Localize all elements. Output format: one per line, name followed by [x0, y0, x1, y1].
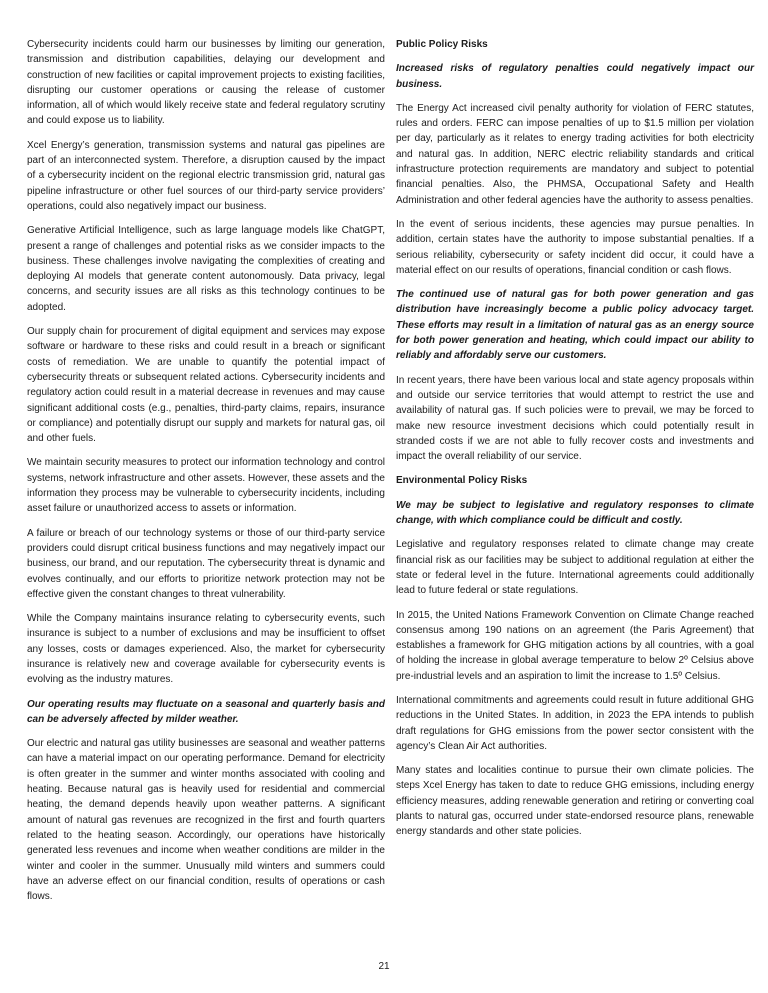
paragraph-state-climate-policies: Many states and localities continue to pursue their own climate policies. The steps Xcel Energy has taken to date to reduce GHG emissions, including energy efficiency measures, adding renewable generation and retiring or converting coal plants to natural gas, occurred under state-endorsed resource plans, renewable energy standards and other state policies. [396, 765, 754, 838]
paragraph-serious-incidents: In the event of serious incidents, these agencies may pursue penalties. In addition, certain states have the authority to impose substantial penalties. If a serious reliability, cybersecurity or safety incident did occur, it could have a material effect on our results of operations, financial condition or cash flows. [396, 218, 754, 276]
paragraph-weather-patterns: Our electric and natural gas utility businesses are seasonal and weather patterns can have a material impact on our operating performance. Demand for electricity is often greater in the summer and winter months associated with cooling and heating. Because natural gas is heavily used for residential and commercial heating, the demand depends heavily upon weather patterns. A significant amount of natural gas revenues are recognized in the first and fourth quarters related to the heating season. Accordingly, our operations have historically generated less revenues and income when weather conditions are milder in the winter and cooler in the summer. Unusually mild winters and summers could have an adverse effect on our financial condition, results of operations or cash flows. [27, 738, 385, 903]
risk-statement-natural-gas-policy: The continued use of natural gas for both power generation and gas distribution have increasingly become a public policy advocacy target. These efforts may result in a limitation of natural gas as an energy source for both power generation and heating, which could impact our ability to reliably and affordably serve our customers. [396, 289, 754, 362]
paragraph-interconnected-system: Xcel Energy’s generation, transmission systems and natural gas pipelines are part of an interconnected system. Therefore, a disruption caused by the impact of a cybersecurity incident on the regional electric transmission grid, natural gas pipeline infrastructure or other fuel sources of our third-party service providers’ operations, could also negatively impact our business. [27, 139, 385, 212]
paragraph-paris-agreement: In 2015, the United Nations Framework Convention on Climate Change reached consensus among 190 nations on an agreement (the Paris Agreement) that establishes a framework for GHG mitigation actions by all countries, with a goal of holding the increase in global average temperature to below 2º Celsius above pre-industrial levels and an aspiration to limit the increase to 1.5º Celsius. [396, 609, 754, 682]
paragraph-cyber-insurance: While the Company maintains insurance relating to cybersecurity events, such insurance is subject to a number of exclusions and may be insufficient to offset any losses, costs or damages experienced. Also, the market for cybersecurity insurance is relatively new and coverage available for cybersecurity events is evolving as the industry matures. [27, 613, 385, 686]
paragraph-generative-ai: Generative Artificial Intelligence, such as large language models like ChatGPT, present a range of challenges and potential risks as we consider impacts to the business. These challenges involve navigating the complexities of creating and deploying AI models that generate content autonomously. Data privacy, legal concerns, and security issues are all risks as this technology continues to be adopted. [27, 225, 385, 313]
paragraph-agency-proposals: In recent years, there have been various local and state agency proposals within and outside our service territories that would attempt to restrict the use and availability of natural gas. If such policies were to prevail, we may be forced to make new resource investment decisions which could potentially result in stranded costs if we are not able to fully recover costs and investments and impact the overall reliability of our service. [396, 374, 754, 463]
paragraph-supply-chain: Our supply chain for procurement of digital equipment and services may expose software or hardware to these risks and could result in a breach or significant costs of remediation. We are unable to quantify the potential impact of cybersecurity threats or subsequent related actions. Cybersecurity incidents and regulatory action could result in a material decrease in revenues and may cause significant additional costs (e.g., penalties, third-party claims, repairs, insurance or compliance) and potentially disrupt our supply and markets for natural gas, oil and other fuels. [27, 326, 385, 445]
right-column [396, 37, 754, 913]
risk-statement-regulatory-penalties: Increased risks of regulatory penalties could negatively impact our business. [396, 63, 754, 90]
paragraph-failure-or-breach: A failure or breach of our technology systems or those of our third-party service providers could disrupt critical business functions and may negatively impact our business, our brand, and our reputation. The cybersecurity threat is dynamic and evolves continually, and our efforts to prioritize network protection may not be effective given the constant changes to threat vulnerability. [27, 527, 385, 600]
paragraph-cybersecurity-harm: Cybersecurity incidents could harm our businesses by limiting our generation, transmission and distribution capabilities, delaying our development and construction of new facilities or capital improvement projects to existing facilities, disrupting our customer operations or causing the release of customer information, all of which would likely receive state and federal regulatory scrutiny and could expose us to liability. [27, 39, 385, 127]
paragraph-security-measures: We maintain security measures to protect our information technology and control systems, network infrastructure and other assets. However, these assets and the information they process may be vulnerable to cybersecurity incidents, including asset failure or unauthorized access to assets or information. [27, 457, 385, 515]
left-column [27, 37, 385, 913]
risk-statement-climate-responses: We may be subject to legislative and regulatory responses to climate change, with which compliance could be difficult and costly. [396, 499, 754, 527]
risk-statement-seasonal-results: Our operating results may fluctuate on a seasonal and quarterly basis and can be adversely affected by milder weather. [27, 698, 385, 725]
paragraph-legislative-responses: Legislative and regulatory responses related to climate change may create financial risk as our facilities may be subject to additional regulation at either the state or federal level in the future. International agreements could additionally lead to future federal or state regulations. [396, 539, 754, 597]
paragraph-ghg-reductions: International commitments and agreements could result in future additional GHG reductions in the United States. In addition, in 2023 the EPA intends to publish draft regulations for GHG emissions from the power sector consistent with the agency’s Clean Air Act authorities. [396, 694, 754, 752]
paragraph-energy-act: The Energy Act increased civil penalty authority for violation of FERC statutes, rules and orders. FERC can impose penalties of up to $1.5 million per violation per day, particularly as it relates to energy trading activities for both electricity and natural gas. In addition, NERC electric reliability standards and critical infrastructure protection requirements are mandatory and subject to potential financial penalties. Also, the PHMSA, Occupational Safety and Health Administration and other federal agencies have the authority to assess penalties. [396, 102, 754, 206]
page-number: 21 [378, 961, 390, 972]
section-heading-environmental-policy-risks: Environmental Policy Risks [396, 475, 528, 487]
section-heading-public-policy-risks: Public Policy Risks [396, 39, 488, 50]
